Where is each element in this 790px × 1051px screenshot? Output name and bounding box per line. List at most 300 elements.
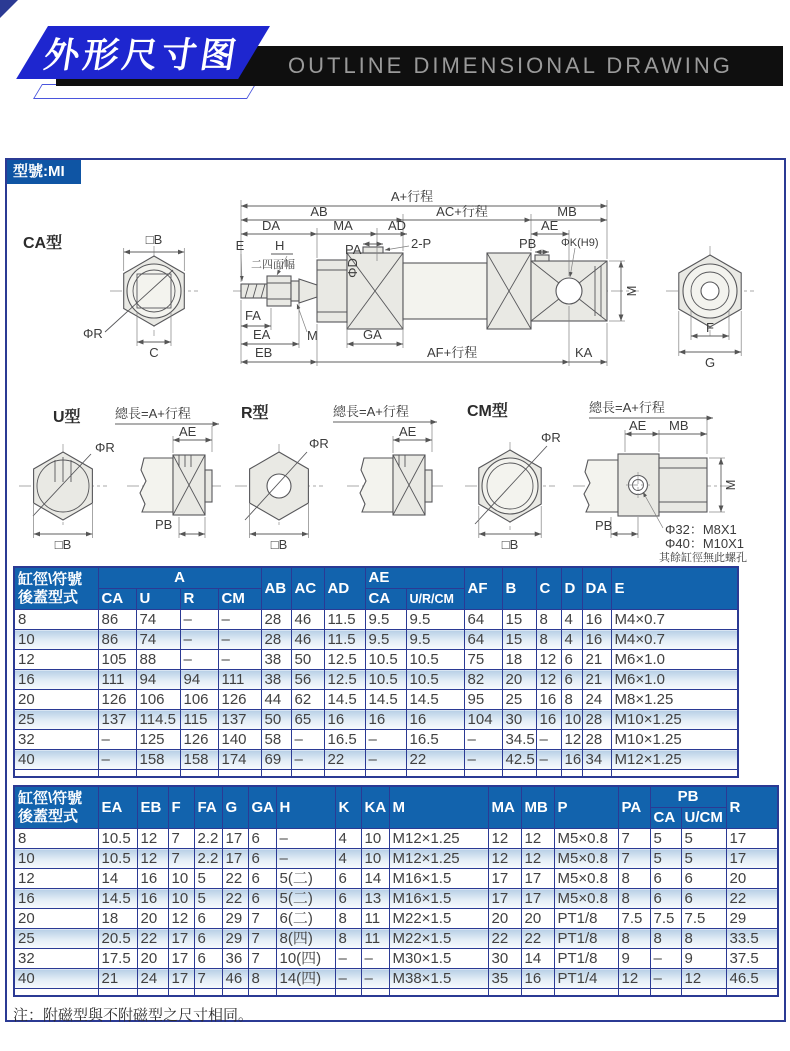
table-cell: 8 xyxy=(650,929,681,949)
table-cell: – xyxy=(365,730,406,750)
table-cell: 34 xyxy=(582,750,611,770)
t1-col-ad: AD xyxy=(324,567,365,610)
table-cell: 13 xyxy=(361,889,389,909)
table-cell: 8 xyxy=(618,889,650,909)
table-cell: PT1/4 xyxy=(554,969,618,989)
table-cell: 11.5 xyxy=(324,610,365,630)
t1-col-b: B xyxy=(502,567,536,610)
table-cell: 12 xyxy=(137,849,168,869)
table-cell: 111 xyxy=(218,670,261,690)
table-cell: 15 xyxy=(502,630,536,650)
table-cell: 12 xyxy=(137,829,168,849)
table-cell: 82 xyxy=(464,670,502,690)
table-cell: 12 xyxy=(168,909,194,929)
dim-label-pb: PB xyxy=(519,236,537,251)
table-cell: 42.5 xyxy=(502,750,536,770)
table-cell: 16 xyxy=(521,969,554,989)
table-cell: 25 xyxy=(502,690,536,710)
table-cell: 22 xyxy=(488,929,521,949)
table-cell: 10.5 xyxy=(98,829,137,849)
dim-label-ea: EA xyxy=(253,327,271,342)
table-cell: 22 xyxy=(406,750,464,770)
thread-note-other: 其餘缸徑無此螺孔 xyxy=(659,552,747,564)
table-row xyxy=(14,949,778,969)
dim-label-ka: KA xyxy=(575,345,593,360)
table-cell: 6 xyxy=(335,869,361,889)
table-cell: – xyxy=(335,969,361,989)
thread-note-40: Φ40：M10X1 xyxy=(665,536,745,551)
t2-col-r: R xyxy=(726,786,778,829)
t2-col-ea: EA xyxy=(98,786,137,829)
table-cell: – xyxy=(361,949,389,969)
table-cell: 6 xyxy=(248,829,276,849)
footnote: 注：附磁型與不附磁型之尺寸相同。 xyxy=(13,1007,254,1024)
table-cell: 6 xyxy=(561,650,582,670)
t1-col-ab: AB xyxy=(261,567,291,610)
table-row xyxy=(14,869,778,889)
t2-stub-row xyxy=(14,989,778,997)
dim-label-phi-r: ΦR xyxy=(541,430,561,445)
t2-col-k: K xyxy=(335,786,361,829)
table-cell: – xyxy=(365,750,406,770)
drawing-r xyxy=(235,404,443,552)
table-cell: 74 xyxy=(136,630,180,650)
table-cell: 17 xyxy=(726,849,778,869)
table-cell: 24 xyxy=(582,690,611,710)
table-cell: 14 xyxy=(361,869,389,889)
table-cell: 29 xyxy=(222,929,248,949)
table-cell: 10 xyxy=(14,630,98,650)
table-row xyxy=(14,690,738,710)
table-cell: 12 xyxy=(561,730,582,750)
table-cell: 50 xyxy=(261,710,291,730)
dim-label-ae: AE xyxy=(399,424,417,439)
dimension-table-2 xyxy=(13,785,779,997)
table-cell: 38 xyxy=(261,670,291,690)
table-cell: 12 xyxy=(14,650,98,670)
table-cell: 94 xyxy=(180,670,218,690)
table-cell: 16.5 xyxy=(406,730,464,750)
table-cell: M6×1.0 xyxy=(611,670,738,690)
corner-decoration xyxy=(0,0,18,18)
table-cell: 104 xyxy=(464,710,502,730)
table-cell: 12.5 xyxy=(324,670,365,690)
table-cell: 21 xyxy=(582,670,611,690)
table-cell: M4×0.7 xyxy=(611,630,738,650)
table-cell: – xyxy=(218,630,261,650)
table-cell: 5(二) xyxy=(276,889,335,909)
table-cell: 20 xyxy=(137,909,168,929)
table-cell: 62 xyxy=(291,690,324,710)
table-cell: 6 xyxy=(335,889,361,909)
table-cell: M12×1.25 xyxy=(611,750,738,770)
table-cell: 4 xyxy=(335,829,361,849)
table-cell: 126 xyxy=(180,730,218,750)
table-cell: 69 xyxy=(261,750,291,770)
table-cell: 5 xyxy=(650,849,681,869)
t2-col-fa: FA xyxy=(194,786,222,829)
table-cell: 16 xyxy=(582,630,611,650)
table-cell: 18 xyxy=(98,909,137,929)
table-cell: 12 xyxy=(488,849,521,869)
table-cell: 12 xyxy=(536,650,561,670)
table-cell: M10×1.25 xyxy=(611,710,738,730)
table-cell: 106 xyxy=(180,690,218,710)
table-cell: 10 xyxy=(561,710,582,730)
table-cell: 95 xyxy=(464,690,502,710)
table-cell: 46 xyxy=(291,610,324,630)
table-cell: 16 xyxy=(536,690,561,710)
dim-label-h: H xyxy=(275,238,285,253)
table-cell: M4×0.7 xyxy=(611,610,738,630)
dim-label-mb: MB xyxy=(557,204,577,219)
dim-label-ae: AE xyxy=(541,218,559,233)
table-cell: M12×1.25 xyxy=(389,829,488,849)
table-cell: 14.5 xyxy=(406,690,464,710)
table-cell: 86 xyxy=(98,610,136,630)
table-row xyxy=(14,750,738,770)
table-cell: 14.5 xyxy=(98,889,137,909)
table-cell: 10.5 xyxy=(406,650,464,670)
table-cell: 6 xyxy=(561,670,582,690)
table-cell: 12 xyxy=(488,829,521,849)
t1-stub-row xyxy=(14,770,738,778)
table-cell: 7 xyxy=(168,829,194,849)
table-row xyxy=(14,849,778,869)
dim-label-mb: MB xyxy=(669,418,689,433)
dim-label-m: M xyxy=(723,479,738,491)
table-cell: 29 xyxy=(222,909,248,929)
table-cell: 7 xyxy=(194,969,222,989)
table-cell: 6 xyxy=(194,929,222,949)
table-cell: 17 xyxy=(222,829,248,849)
table-cell: 9.5 xyxy=(365,630,406,650)
table-cell: – xyxy=(291,730,324,750)
t1-corner xyxy=(14,567,98,610)
table-cell: – xyxy=(650,969,681,989)
table-cell: M5×0.8 xyxy=(554,869,618,889)
table-cell: M16×1.5 xyxy=(389,869,488,889)
table-cell: 8 xyxy=(561,690,582,710)
table-cell: 4 xyxy=(561,610,582,630)
t2-col-eb: EB xyxy=(137,786,168,829)
dim-label-phi-k: ΦK(H9) xyxy=(561,237,599,249)
table-cell: – xyxy=(276,829,335,849)
table-cell: 5 xyxy=(681,849,726,869)
table-cell: 16 xyxy=(406,710,464,730)
t1-col-e: E xyxy=(611,567,738,610)
t2-col-m: M xyxy=(389,786,488,829)
table-cell: 125 xyxy=(136,730,180,750)
dim-label-ma: MA xyxy=(333,218,353,233)
table-cell: 7 xyxy=(248,949,276,969)
dim-label-e: E xyxy=(235,238,245,253)
table-cell: 16 xyxy=(14,670,98,690)
table-cell: 17 xyxy=(521,869,554,889)
table-row xyxy=(14,650,738,670)
table-cell: 6 xyxy=(681,869,726,889)
table-cell: 94 xyxy=(136,670,180,690)
table-cell: 114.5 xyxy=(136,710,180,730)
table-cell: 12 xyxy=(681,969,726,989)
t2-header xyxy=(14,786,778,829)
table-cell: 20 xyxy=(14,690,98,710)
table-cell: 16 xyxy=(582,610,611,630)
table-cell: 5 xyxy=(681,829,726,849)
table-cell: 46 xyxy=(291,630,324,650)
table-cell: 16 xyxy=(137,889,168,909)
dim-label-fa: FA xyxy=(245,308,261,323)
banner-outline-decoration xyxy=(33,84,256,99)
table-cell: 17 xyxy=(726,829,778,849)
table-cell: 20 xyxy=(137,949,168,969)
t2-col-g: G xyxy=(222,786,248,829)
t1-sub-cm: CM xyxy=(218,589,261,610)
table-cell: 6 xyxy=(248,849,276,869)
banner-title-en: OUTLINE DIMENSIONAL DRAWING xyxy=(288,53,733,78)
table-cell: 126 xyxy=(218,690,261,710)
table-cell: 9.5 xyxy=(406,610,464,630)
table-row xyxy=(14,889,778,909)
dim-label-ad: AD xyxy=(387,218,407,233)
table-cell: 38 xyxy=(261,650,291,670)
t1-sub-u: U xyxy=(136,589,180,610)
dim-label-pa: PA xyxy=(345,242,362,257)
dim-label-box-b: □B xyxy=(270,537,288,552)
dim-label-g: G xyxy=(704,355,716,370)
table-cell: 2.2 xyxy=(194,829,222,849)
t2-group-pb: PB xyxy=(650,786,726,808)
table-cell: 10 xyxy=(14,849,98,869)
model-label: 型號:MI xyxy=(7,160,81,184)
table-cell: 46.5 xyxy=(726,969,778,989)
t1-col-af: AF xyxy=(464,567,502,610)
dim-label-ga: GA xyxy=(363,327,382,342)
table-cell: 8 xyxy=(335,909,361,929)
table-cell: PT1/8 xyxy=(554,909,618,929)
table-cell: 10 xyxy=(361,849,389,869)
table-cell: 22 xyxy=(521,929,554,949)
table-cell: 8(四) xyxy=(276,929,335,949)
table-cell: – xyxy=(464,750,502,770)
t2-col-h: H xyxy=(276,786,335,829)
table-cell: 16 xyxy=(14,889,98,909)
table-row xyxy=(14,730,738,750)
table-cell: 21 xyxy=(582,650,611,670)
table-cell: 16 xyxy=(561,750,582,770)
table-cell: – xyxy=(291,750,324,770)
table-cell: 22 xyxy=(222,869,248,889)
table-cell: 16 xyxy=(365,710,406,730)
table-cell: 29 xyxy=(726,909,778,929)
table-cell: 75 xyxy=(464,650,502,670)
table-cell: M5×0.8 xyxy=(554,889,618,909)
table-cell: 18 xyxy=(502,650,536,670)
table-cell: M12×1.25 xyxy=(389,849,488,869)
t2-col-mb: MB xyxy=(521,786,554,829)
table-cell: 8 xyxy=(248,969,276,989)
table-cell: 8 xyxy=(14,610,98,630)
dim-label-da: DA xyxy=(261,218,281,233)
total-length-label: 總長=A+行程 xyxy=(333,404,409,419)
table-row xyxy=(14,909,778,929)
table-cell: 8 xyxy=(335,929,361,949)
drawing-ca xyxy=(23,189,754,370)
page-banner xyxy=(0,0,790,158)
table-cell: 7.5 xyxy=(650,909,681,929)
t1-body xyxy=(14,610,738,770)
table-cell: 6 xyxy=(650,869,681,889)
table-cell: 140 xyxy=(218,730,261,750)
table-cell: – xyxy=(218,650,261,670)
t2-col-p: P xyxy=(554,786,618,829)
table-cell: 22 xyxy=(324,750,365,770)
dim-label-eb: EB xyxy=(255,345,273,360)
table-cell: – xyxy=(464,730,502,750)
table-cell: 10.5 xyxy=(406,670,464,690)
table-cell: 8 xyxy=(536,610,561,630)
table-cell: M22×1.5 xyxy=(389,909,488,929)
dim-label-m: M xyxy=(307,328,318,343)
table-cell: 14(四) xyxy=(276,969,335,989)
table-cell: 6 xyxy=(248,869,276,889)
table-cell: – xyxy=(180,650,218,670)
table-cell: 8 xyxy=(618,869,650,889)
t1-corner-line2: 後蓋型式 xyxy=(18,588,79,606)
table-cell: 30 xyxy=(488,949,521,969)
drawing-ca-label: CA型 xyxy=(23,235,63,252)
table-cell: 16 xyxy=(324,710,365,730)
table-cell: 17 xyxy=(222,849,248,869)
table-cell: 20 xyxy=(521,909,554,929)
table-cell: 22 xyxy=(137,929,168,949)
table-cell: M30×1.5 xyxy=(389,949,488,969)
table-row xyxy=(14,829,778,849)
table-cell: 32 xyxy=(14,730,98,750)
table-cell: 12 xyxy=(521,829,554,849)
table-cell: – xyxy=(536,730,561,750)
dim-label-phi-r: ΦR xyxy=(309,436,329,451)
t1-group-ae: AE xyxy=(365,567,464,589)
dim-label-ae: AE xyxy=(179,424,197,439)
table-cell: 25 xyxy=(14,710,98,730)
table-cell: 12 xyxy=(14,869,98,889)
t1-col-da: DA xyxy=(582,567,611,610)
drawing-cm-label: CM型 xyxy=(467,403,508,420)
t2-col-f: F xyxy=(168,786,194,829)
table-row xyxy=(14,929,778,949)
table-cell: 20 xyxy=(14,909,98,929)
table-cell: 88 xyxy=(136,650,180,670)
table-cell: 115 xyxy=(180,710,218,730)
table-cell: 5 xyxy=(650,829,681,849)
table-cell: 6 xyxy=(650,889,681,909)
table-cell: 8 xyxy=(618,929,650,949)
t1-col-d: D xyxy=(561,567,582,610)
t2-corner-line1: 缸徑\符號 xyxy=(18,789,83,807)
table-cell: 5 xyxy=(194,889,222,909)
table-cell: 17 xyxy=(168,969,194,989)
table-cell: 16.5 xyxy=(324,730,365,750)
table-cell: 86 xyxy=(98,630,136,650)
t2-col-ma: MA xyxy=(488,786,521,829)
dim-label-ab: AB xyxy=(310,204,328,219)
table-cell: 137 xyxy=(218,710,261,730)
table-cell: 40 xyxy=(14,750,98,770)
table-cell: 32 xyxy=(14,949,98,969)
table-cell: 6 xyxy=(194,949,222,969)
table-cell: 22 xyxy=(222,889,248,909)
table-cell: 17.5 xyxy=(98,949,137,969)
table-cell: 33.5 xyxy=(726,929,778,949)
t1-col-ac: AC xyxy=(291,567,324,610)
table-cell: 10.5 xyxy=(365,670,406,690)
table-cell: 17 xyxy=(488,889,521,909)
dim-label-2p: 2-P xyxy=(411,236,432,251)
table-cell: 9 xyxy=(681,949,726,969)
table-cell: 46 xyxy=(222,969,248,989)
table-row xyxy=(14,670,738,690)
table-cell: – xyxy=(276,849,335,869)
table-cell: 6 xyxy=(681,889,726,909)
t2-col-ga: GA xyxy=(248,786,276,829)
t1-header xyxy=(14,567,738,610)
drawing-u xyxy=(19,406,221,552)
table-cell: 8 xyxy=(536,630,561,650)
table-cell: 15 xyxy=(502,610,536,630)
dim-label-af-stroke: AF+行程 xyxy=(427,345,478,360)
table-cell: 7 xyxy=(248,929,276,949)
table-cell: 9.5 xyxy=(365,610,406,630)
dim-label-f: F xyxy=(706,320,714,335)
table-cell: 4 xyxy=(561,630,582,650)
table-cell: 2.2 xyxy=(194,849,222,869)
table-cell: 158 xyxy=(136,750,180,770)
table-cell: 14.5 xyxy=(324,690,365,710)
table-cell: 12 xyxy=(618,969,650,989)
table-cell: 12 xyxy=(521,849,554,869)
table-cell: 11.5 xyxy=(324,630,365,650)
table-cell: 20 xyxy=(502,670,536,690)
table-cell: 17 xyxy=(168,929,194,949)
table-cell: 7 xyxy=(168,849,194,869)
t2-corner xyxy=(14,786,98,829)
table-row xyxy=(14,630,738,650)
face-width-note: 二四面幅 xyxy=(251,259,295,271)
t1-group-a: A xyxy=(98,567,261,589)
dim-label-ac-stroke: AC+行程 xyxy=(436,204,488,219)
banner-title-zh: 外形尺寸图 xyxy=(42,35,244,75)
dim-label-phi-d: ΦD xyxy=(345,258,360,278)
table-cell: M5×0.8 xyxy=(554,829,618,849)
t2-sub-pb-ucm: U/CM xyxy=(681,808,726,829)
table-cell: 65 xyxy=(291,710,324,730)
table-cell: 44 xyxy=(261,690,291,710)
drawing-cm xyxy=(465,400,747,564)
table-cell: PT1/8 xyxy=(554,949,618,969)
table-cell: 11 xyxy=(361,929,389,949)
table-cell: 14.5 xyxy=(365,690,406,710)
drawing-u-label: U型 xyxy=(53,409,81,426)
table-cell: 28 xyxy=(582,710,611,730)
table-cell: 24 xyxy=(137,969,168,989)
table-cell: 64 xyxy=(464,630,502,650)
table-cell: 7.5 xyxy=(681,909,726,929)
table-cell: 17 xyxy=(488,869,521,889)
table-cell: 35 xyxy=(488,969,521,989)
banner-title-zh-box xyxy=(16,26,270,79)
table-cell: 5(二) xyxy=(276,869,335,889)
